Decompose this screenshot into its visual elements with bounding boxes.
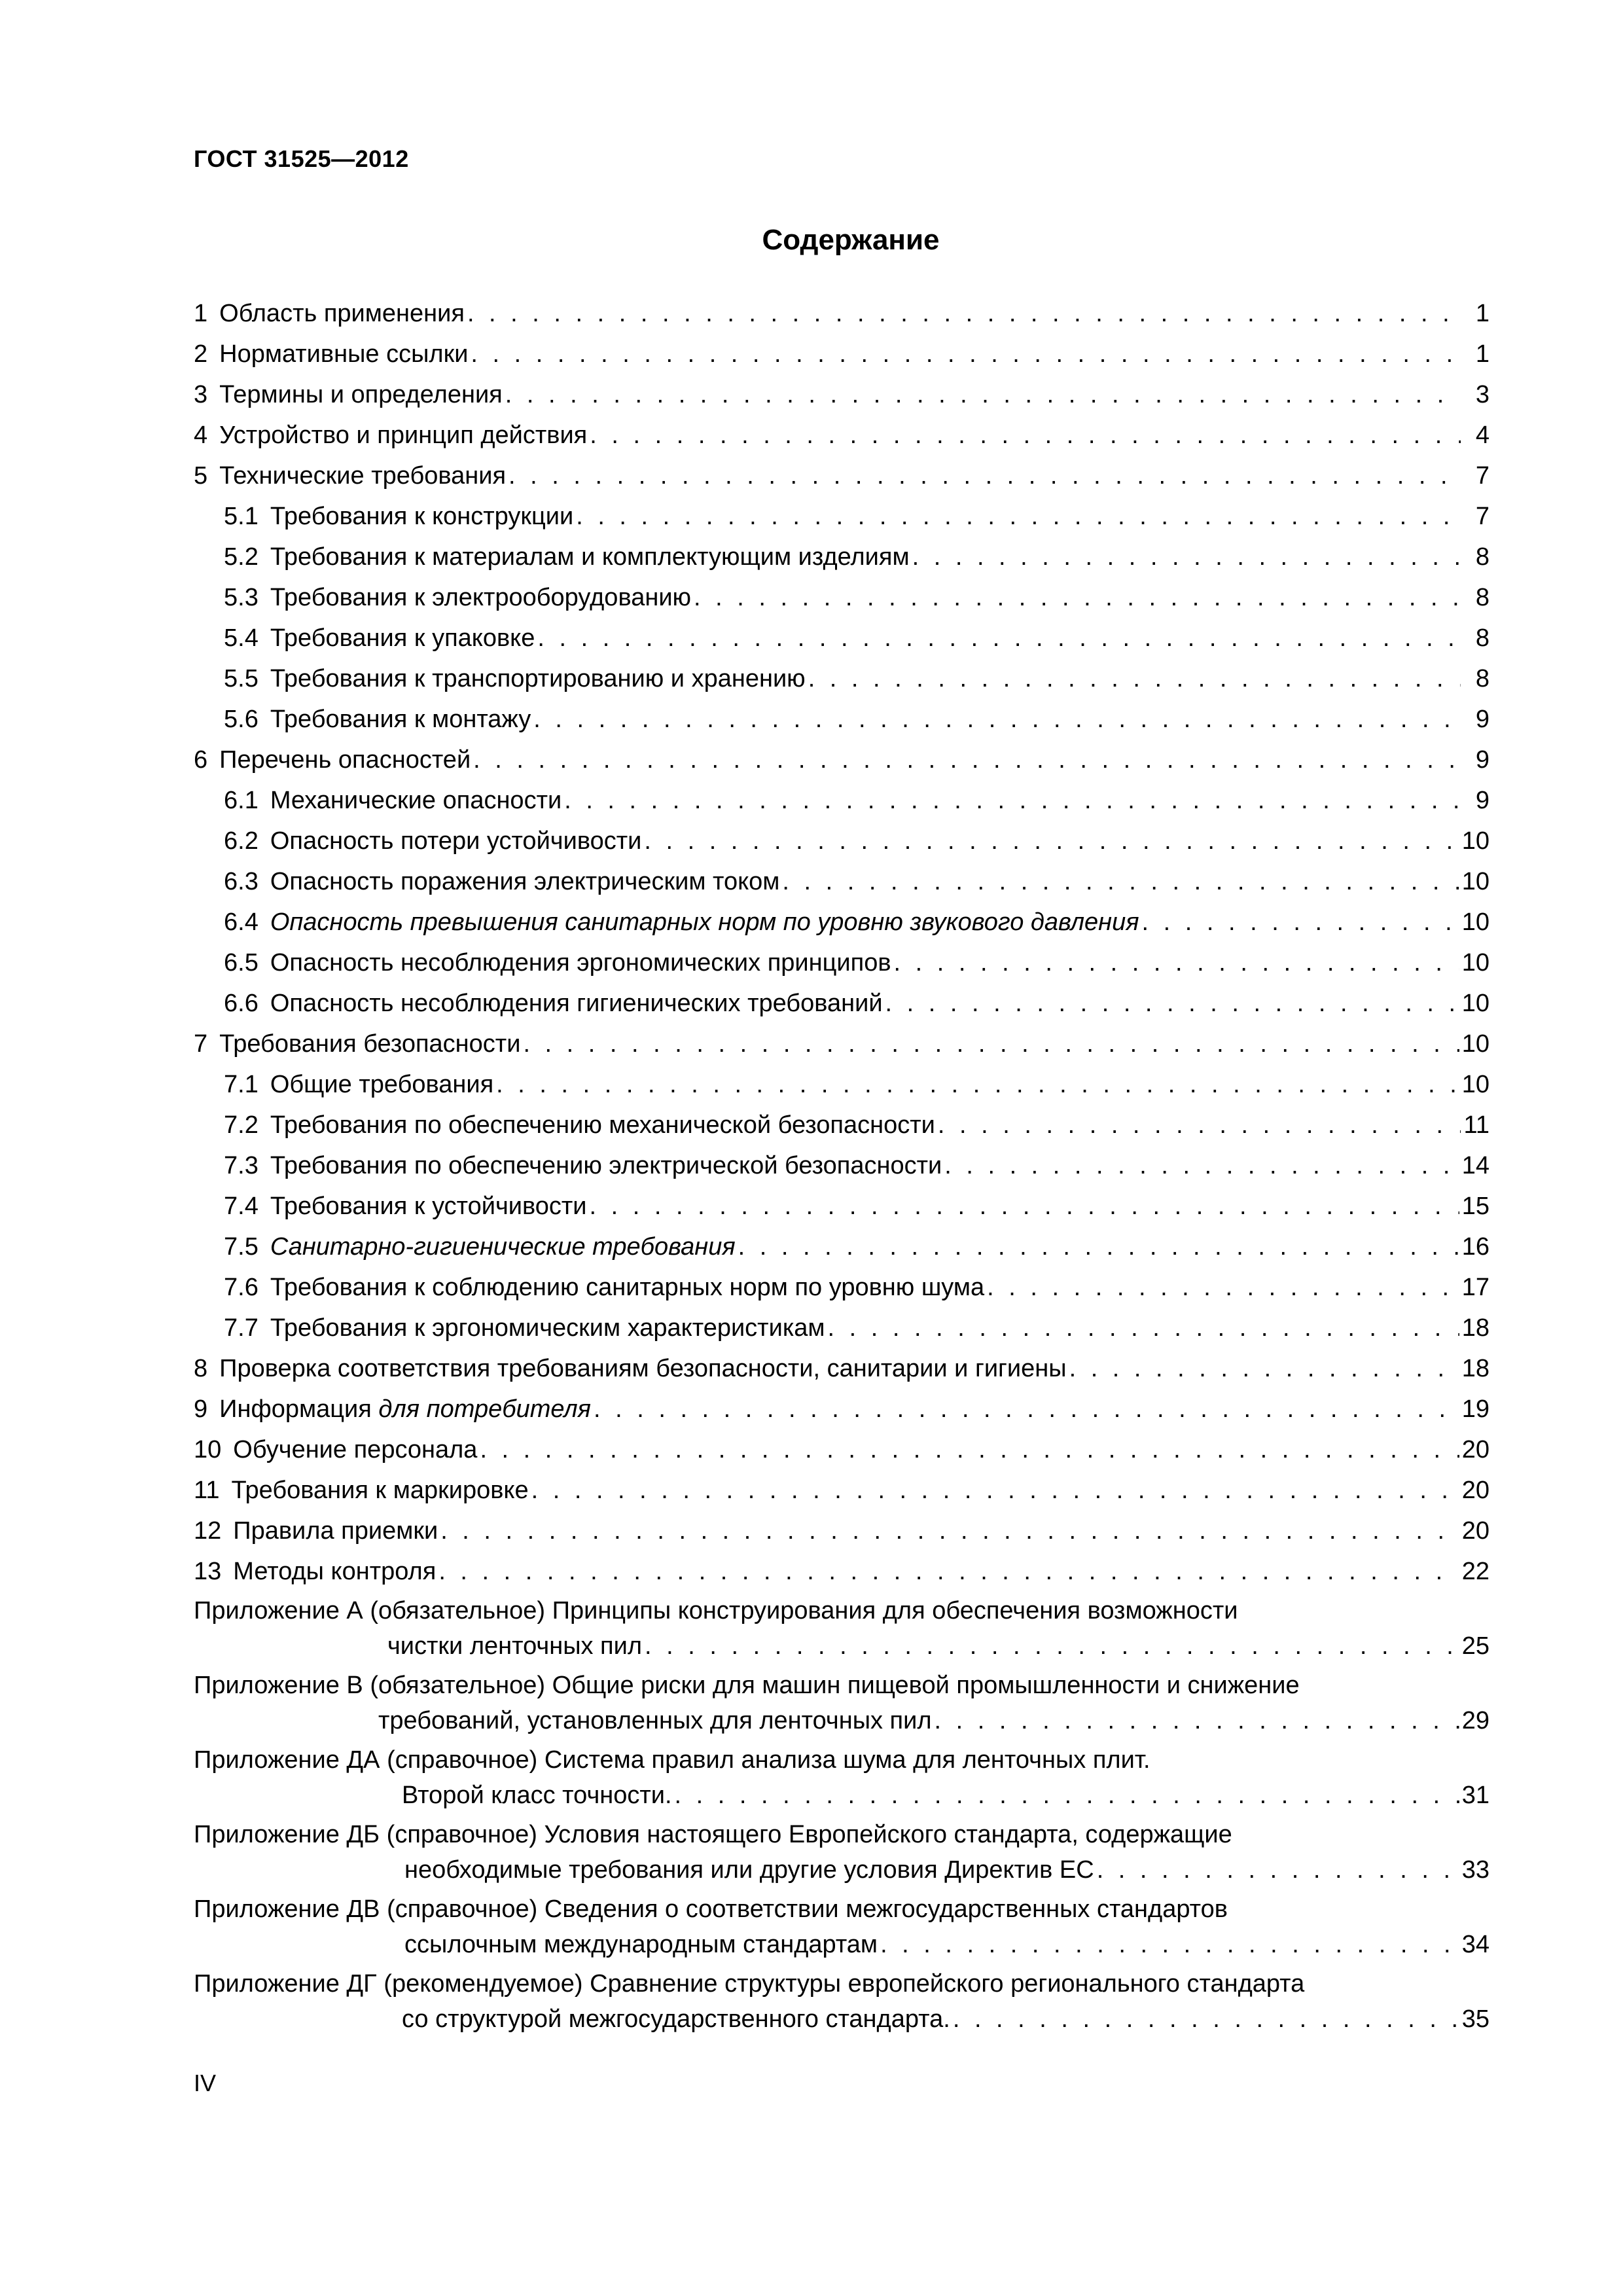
toc-entry-number: 5 [194,462,208,490]
dot-leader [590,1186,1459,1227]
toc-entry[interactable] [194,1389,1489,1429]
toc-entry-number: 7.3 [224,1152,259,1179]
toc-subentry[interactable] [194,861,1489,902]
toc-subentry[interactable] [194,983,1489,1024]
toc-entry[interactable] [194,415,1489,456]
toc-subentry[interactable] [194,1227,1489,1267]
toc-entry-label: Опасность потери устойчивости [270,827,642,855]
toc-entry[interactable] [194,1348,1489,1389]
toc-entry-page: 11 [1463,1111,1489,1139]
toc-entry[interactable] [194,1429,1489,1470]
toc-entry-label: Опасность несоблюдения гигиенических требований [270,990,883,1017]
toc-entry-number: 5.4 [224,624,259,652]
toc-entry-label: Технические требования [219,462,507,490]
toc-subentry[interactable] [194,618,1489,658]
toc-entry-number: 7.5 [224,1233,259,1261]
dot-leader [938,1105,1461,1145]
annex-title-line2: Второй класс точности. [402,1782,672,1809]
toc-entry-page: 15 [1461,1193,1489,1220]
toc-entry-page: 10 [1461,868,1489,895]
toc-entry-label: Требования к устойчивости [270,1193,587,1220]
toc-entry[interactable] [194,293,1489,334]
toc-entry-label: Требования к конструкции [270,503,574,530]
toc-annex[interactable] [194,1742,1489,1813]
toc-entry-label: Требования по обеспечению механической безопасности [270,1111,935,1139]
dot-leader [590,415,1461,456]
toc-entry-label: Перечень опасностей [219,746,471,774]
toc-entry-label: Термины и определения [219,381,503,408]
toc-entry-page: 22 [1461,1558,1489,1585]
toc-entry-page: 18 [1461,1314,1489,1342]
dot-leader [644,821,1459,861]
toc-entry-page: 8 [1475,624,1489,652]
toc-subentry[interactable] [194,577,1489,618]
table-of-contents [194,293,1489,2037]
toc-entry-label: Требования к упаковке [270,624,535,652]
toc-entry-label: Общие требования [270,1071,494,1098]
toc-entry-number: 6.1 [224,787,259,814]
toc-entry-page: 10 [1461,908,1489,936]
dot-leader [467,293,1461,334]
toc-entry-label: Механические опасности [270,787,562,814]
toc-entry-page: 10 [1461,1030,1489,1058]
toc-entry-label: Нормативные ссылки [219,340,469,368]
dot-leader [1069,1348,1459,1389]
dot-leader [782,861,1459,902]
toc-entry-number: 4 [194,422,208,449]
annex-page: 25 [1461,1632,1489,1660]
toc-entry-page: 9 [1475,787,1489,814]
dot-leader [885,983,1459,1024]
toc-annex[interactable] [194,1817,1489,1888]
toc-entry[interactable] [194,1024,1489,1064]
annex-title-line1: Приложение ДВ (справочное) Сведения о соответствии межгосударственных стандартов [194,1895,1228,1923]
dot-leader [473,740,1461,780]
toc-subentry[interactable] [194,780,1489,821]
annex-page: 29 [1461,1707,1489,1734]
dot-leader [894,942,1459,983]
toc-entry-page: 10 [1461,827,1489,855]
dot-leader [987,1267,1459,1308]
toc-subentry[interactable] [194,821,1489,861]
toc-entry-page: 20 [1461,1436,1489,1463]
toc-entry-label: Требования к электрооборудованию [270,584,692,611]
dot-leader [738,1227,1459,1267]
toc-entry-number: 5.2 [224,543,259,571]
toc-entry-page: 19 [1461,1395,1489,1423]
dot-leader [440,1511,1459,1551]
toc-subentry[interactable] [194,902,1489,942]
toc-entry-number: 12 [194,1517,222,1545]
toc-subentry[interactable] [194,699,1489,740]
toc-entry[interactable] [194,1551,1489,1592]
toc-entry-number: 7.7 [224,1314,259,1342]
dot-leader [438,1551,1459,1592]
toc-annex[interactable] [194,1668,1489,1738]
dot-leader [828,1308,1459,1348]
toc-entry-page: 10 [1461,1071,1489,1098]
toc-entry-page: 14 [1461,1152,1489,1179]
toc-entry-page: 9 [1475,746,1489,774]
toc-entry-number: 13 [194,1558,222,1585]
toc-entry-page: 16 [1461,1233,1489,1261]
toc-entry-page: 3 [1475,381,1489,408]
toc-entry-number: 2 [194,340,208,368]
toc-entry-page: 8 [1475,543,1489,571]
dot-leader [531,1470,1459,1511]
dot-leader [880,1927,1459,1962]
toc-entry-page: 10 [1461,949,1489,977]
dot-leader [1097,1852,1459,1888]
toc-entry-label: Правила приемки [233,1517,438,1545]
annex-page: 33 [1461,1856,1489,1884]
toc-entry-number: 6.6 [224,990,259,1017]
toc-entry[interactable] [194,334,1489,374]
dot-leader [935,1703,1459,1738]
dot-leader [505,374,1461,415]
toc-entry-label: Требования к соблюдению санитарных норм по уровню шума [270,1274,985,1301]
toc-entry-label: Требования к эргономическим характеристикам [270,1314,825,1342]
toc-subentry[interactable] [194,537,1489,577]
toc-entry[interactable] [194,374,1489,415]
toc-entry-page: 1 [1475,340,1489,368]
toc-entry-number: 11 [194,1477,220,1504]
toc-annex[interactable] [194,1966,1489,2037]
toc-entry[interactable] [194,1511,1489,1551]
dot-leader [576,496,1461,537]
dot-leader [480,1429,1459,1470]
toc-subentry[interactable] [194,1064,1489,1105]
toc-entry-number: 5.5 [224,665,259,692]
toc-entry-page: 20 [1461,1477,1489,1504]
toc-entry[interactable] [194,456,1489,496]
annex-title-line1: Приложение А (обязательное) Принципы конструирования для обеспечения возможности [194,1597,1238,1624]
annex-title-line2: необходимые требования или другие условия Директив ЕС [404,1856,1094,1884]
toc-entry-number: 5.1 [224,503,259,530]
toc-entry-number: 6.5 [224,949,259,977]
toc-entry-label: Проверка соответствия требованиям безопасности, санитарии и гигиены [219,1355,1067,1382]
toc-entry-number: 3 [194,381,208,408]
toc-entry-page: 9 [1475,706,1489,733]
toc-entry-number: 6.2 [224,827,259,855]
dot-leader [537,618,1461,658]
toc-subentry[interactable] [194,1105,1489,1145]
toc-entry-number: 8 [194,1355,208,1382]
dot-leader [912,537,1461,577]
dot-leader [533,699,1461,740]
toc-entry-number: 7.4 [224,1193,259,1220]
toc-annex[interactable] [194,1892,1489,1962]
toc-entry-label: Требования безопасности [219,1030,521,1058]
toc-entry-label: Информация [219,1395,372,1423]
toc-entry-label: Опасность несоблюдения эргономических принципов [270,949,891,977]
toc-entry-page: 4 [1475,422,1489,449]
annex-title-line2: ссылочным международным стандартам [404,1931,878,1958]
dot-leader [508,456,1461,496]
toc-entry-page: 8 [1475,665,1489,692]
dot-leader [471,334,1461,374]
toc-entry-page: 18 [1461,1355,1489,1382]
toc-entry-label: Требования к материалам и комплектующим изделиям [270,543,910,571]
toc-subentry[interactable] [194,658,1489,699]
toc-entry-number: 6.4 [224,908,259,936]
toc-entry-page: 7 [1475,462,1489,490]
toc-entry-number: 6.3 [224,868,259,895]
annex-page: 35 [1461,2005,1489,2033]
toc-entry-page: 20 [1461,1517,1489,1545]
dot-leader [808,658,1461,699]
annex-title-line2: со структурой межгосударственного стандарта. [402,2005,950,2033]
annex-page: 34 [1461,1931,1489,1958]
toc-entry-number: 6 [194,746,208,774]
dot-leader [645,1628,1459,1664]
toc-entry-label: Санитарно-гигиенические требования [270,1233,736,1261]
page-number: IV [194,2070,217,2096]
toc-entry-page: 17 [1461,1274,1489,1301]
toc-entry-label: Методы контроля [233,1558,437,1585]
toc-entry-number: 5.6 [224,706,259,733]
toc-entry-page: 8 [1475,584,1489,611]
dot-leader [675,1778,1459,1813]
toc-annex[interactable] [194,1593,1489,1664]
toc-entry-label: Требования к монтажу [270,706,531,733]
toc-entry-number: 7.2 [224,1111,259,1139]
toc-subentry[interactable] [194,496,1489,537]
toc-subentry[interactable] [194,942,1489,983]
annex-title-line1: Приложение В (обязательное) Общие риски для машин пищевой промышленности и снижение [194,1672,1300,1699]
document-code: ГОСТ 31525—2012 [194,145,409,172]
toc-entry-label: Опасность поражения электрическим током [270,868,780,895]
dot-leader [953,2001,1459,2037]
toc-entry-label: Опасность превышения санитарных норм по уровню звукового давления [270,908,1139,936]
toc-title: Содержание [762,224,940,256]
toc-entry-label: Требования к транспортированию и хранению [270,665,806,692]
toc-entry-label: Обучение персонала [233,1436,478,1463]
toc-entry-label-italic: для потребителя [378,1395,591,1423]
toc-entry-number: 5.3 [224,584,259,611]
toc-subentry[interactable] [194,1186,1489,1227]
dot-leader [1142,902,1459,942]
toc-entry-page: 1 [1475,300,1489,327]
toc-entry-label: Требования к маркировке [231,1477,529,1504]
toc-entry-number: 7.6 [224,1274,259,1301]
dot-leader [694,577,1461,618]
dot-leader [564,780,1461,821]
annex-title-line1: Приложение ДБ (справочное) Условия настоящего Европейского стандарта, содержащие [194,1821,1232,1848]
toc-entry-page: 10 [1461,990,1489,1017]
annex-title-line1: Приложение ДГ (рекомендуемое) Сравнение структуры европейского регионального стандарта [194,1970,1305,1998]
toc-entry-number: 9 [194,1395,208,1423]
toc-entry-number: 10 [194,1436,222,1463]
toc-entry-label: Требования по обеспечению электрической безопасности [270,1152,942,1179]
toc-entry-number: 1 [194,300,208,327]
toc-entry[interactable] [194,740,1489,780]
annex-title-line2: чистки ленточных пил [387,1632,643,1660]
toc-entry-number: 7.1 [224,1071,259,1098]
dot-leader [496,1064,1459,1105]
toc-subentry[interactable] [194,1145,1489,1186]
dot-leader [523,1024,1459,1064]
toc-subentry[interactable] [194,1267,1489,1308]
toc-entry[interactable] [194,1470,1489,1511]
dot-leader [944,1145,1459,1186]
toc-subentry[interactable] [194,1308,1489,1348]
toc-entry-number: 7 [194,1030,208,1058]
toc-entry-label: Устройство и принцип действия [219,422,588,449]
annex-page: 31 [1461,1782,1489,1809]
toc-entry-page: 7 [1475,503,1489,530]
annex-title-line2: требований, установленных для ленточных пил [378,1707,932,1734]
dot-leader [594,1389,1459,1429]
annex-title-line1: Приложение ДА (справочное) Система правил анализа шума для ленточных плит. [194,1746,1150,1774]
toc-entry-label: Область применения [219,300,465,327]
